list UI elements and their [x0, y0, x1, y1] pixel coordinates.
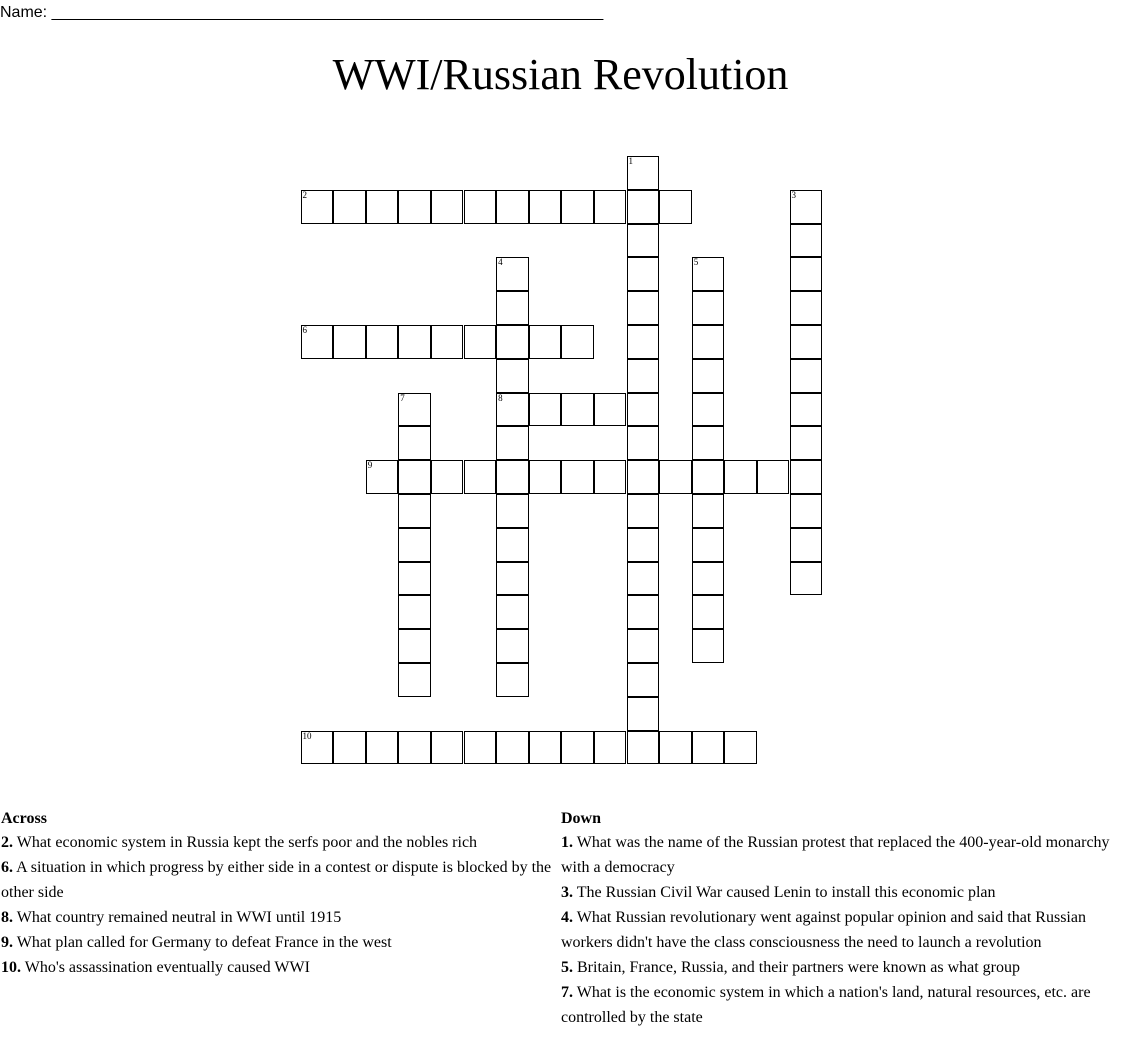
grid-cell[interactable]	[790, 325, 823, 359]
grid-cell[interactable]	[529, 190, 562, 224]
grid-cell[interactable]	[333, 731, 366, 765]
grid-cell[interactable]	[594, 460, 627, 494]
grid-cell[interactable]	[398, 663, 431, 697]
clue-down-4: 4. What Russian revolutionary went against popular opinion and said that Russian workers didn't have the class consciousness the need to launch a revolution	[561, 909, 1086, 951]
grid-cell[interactable]	[366, 460, 399, 494]
clue-down-1: 1. What was the name of the Russian protest that replaced the 400-year-old monarchy with a democracy	[561, 834, 1110, 876]
grid-cell[interactable]	[659, 731, 692, 765]
cell-number: 1	[628, 156, 633, 166]
grid-cell[interactable]	[790, 224, 823, 258]
grid-cell[interactable]	[464, 460, 497, 494]
grid-cell[interactable]	[790, 257, 823, 291]
grid-cell[interactable]	[790, 291, 823, 325]
grid-cell[interactable]	[790, 562, 823, 596]
grid-cell[interactable]	[496, 460, 529, 494]
grid-cell[interactable]	[496, 359, 529, 393]
grid-cell[interactable]	[627, 697, 660, 731]
grid-cell[interactable]	[561, 460, 594, 494]
cell-number: 9	[367, 460, 373, 471]
grid-cell[interactable]	[561, 731, 594, 765]
cell-number: 5	[693, 257, 699, 268]
cell-number: 3	[791, 189, 796, 200]
grid-cell[interactable]	[692, 460, 725, 494]
grid-cell[interactable]	[529, 731, 562, 765]
clue-across-10: 10. Who's assassination eventually caused WWI	[1, 959, 310, 976]
grid-cell[interactable]	[627, 528, 660, 562]
grid-cell[interactable]	[790, 426, 823, 460]
grid-cell[interactable]	[627, 359, 660, 393]
cell-number: 2	[302, 189, 307, 200]
down-clues	[561, 808, 1119, 1030]
grid-cell[interactable]	[692, 325, 725, 359]
cell-number: 7	[400, 392, 405, 403]
grid-cell[interactable]	[398, 629, 431, 663]
grid-cell[interactable]	[627, 595, 660, 629]
grid-cell[interactable]	[366, 325, 399, 359]
grid-cell[interactable]	[627, 325, 660, 359]
grid-cell[interactable]	[398, 595, 431, 629]
grid-cell[interactable]	[692, 562, 725, 596]
page-title: WWI/Russian Revolution	[332, 50, 789, 99]
grid-cell[interactable]	[627, 731, 660, 765]
grid-cell[interactable]	[692, 426, 725, 460]
grid-cell[interactable]	[398, 460, 431, 494]
cell-number: 10	[302, 730, 312, 741]
grid-cell[interactable]	[561, 190, 594, 224]
grid-cell[interactable]	[692, 629, 725, 663]
grid-cell[interactable]	[692, 731, 725, 765]
clue-across-6: 6. A situation in which progress by either side in a contest or dispute is blocked by the other side	[1, 859, 552, 901]
grid-cell[interactable]	[398, 393, 431, 427]
grid-cell[interactable]	[301, 325, 334, 359]
grid-cell[interactable]	[790, 393, 823, 427]
cell-number: 4	[498, 257, 503, 268]
across-clues	[1, 808, 559, 980]
grid-cell[interactable]	[692, 257, 725, 291]
grid-cell[interactable]	[692, 359, 725, 393]
grid-cell[interactable]	[561, 393, 594, 427]
grid-cell[interactable]	[529, 393, 562, 427]
grid-cell[interactable]	[431, 325, 464, 359]
grid-cell[interactable]	[496, 190, 529, 224]
grid-cell[interactable]	[398, 325, 431, 359]
grid-cell[interactable]	[496, 291, 529, 325]
grid-cell[interactable]	[496, 494, 529, 528]
grid-cell[interactable]	[627, 393, 660, 427]
grid-cell[interactable]	[692, 393, 725, 427]
grid-cell[interactable]	[627, 156, 660, 190]
grid-cell[interactable]	[464, 731, 497, 765]
grid-cell[interactable]	[627, 460, 660, 494]
grid-cell[interactable]	[333, 325, 366, 359]
grid-cell[interactable]	[790, 528, 823, 562]
grid-cell[interactable]	[627, 291, 660, 325]
grid-cell[interactable]	[790, 494, 823, 528]
grid-cell[interactable]	[724, 460, 757, 494]
grid-cell[interactable]	[627, 629, 660, 663]
grid-cell[interactable]	[627, 562, 660, 596]
grid-cell[interactable]	[692, 494, 725, 528]
grid-cell[interactable]	[627, 426, 660, 460]
grid-cell[interactable]	[398, 426, 431, 460]
grid-cell[interactable]	[366, 190, 399, 224]
grid-cell[interactable]	[496, 426, 529, 460]
grid-cell[interactable]	[464, 190, 497, 224]
grid-cell[interactable]	[594, 190, 627, 224]
clue-down-3: 3. The Russian Civil War caused Lenin to install this economic plan	[561, 884, 996, 901]
grid-cell[interactable]	[398, 528, 431, 562]
grid-cell[interactable]	[431, 731, 464, 765]
grid-cell[interactable]	[627, 494, 660, 528]
grid-cell[interactable]	[627, 190, 660, 224]
clue-down-7: 7. What is the economic system in which a nation's land, natural resources, etc. are controlled by the state	[561, 984, 1091, 1026]
grid-cell[interactable]	[333, 190, 366, 224]
name-blank[interactable]: ______________________________________________________________	[51, 4, 604, 21]
grid-cell[interactable]	[692, 528, 725, 562]
grid-cell[interactable]	[757, 460, 790, 494]
grid-cell[interactable]	[594, 731, 627, 765]
grid-cell[interactable]	[627, 224, 660, 258]
grid-cell[interactable]	[398, 494, 431, 528]
across-heading: Across	[1, 810, 47, 827]
clue-across-8: 8. What country remained neutral in WWI until 1915	[1, 909, 342, 926]
grid-cell[interactable]	[496, 393, 529, 427]
grid-cell[interactable]	[496, 731, 529, 765]
grid-cell[interactable]	[496, 562, 529, 596]
grid-cell[interactable]	[398, 562, 431, 596]
grid-cell[interactable]	[790, 359, 823, 393]
grid-cell[interactable]	[496, 629, 529, 663]
grid-cell[interactable]	[366, 731, 399, 765]
grid-cell[interactable]	[496, 528, 529, 562]
grid-cell[interactable]	[496, 257, 529, 291]
grid-cell[interactable]	[692, 595, 725, 629]
grid-cell[interactable]	[301, 731, 334, 765]
grid-cell[interactable]	[496, 595, 529, 629]
grid-cell[interactable]	[790, 460, 823, 494]
grid-cell[interactable]	[431, 460, 464, 494]
grid-cell[interactable]	[301, 190, 334, 224]
grid-cell[interactable]	[659, 190, 692, 224]
grid-cell[interactable]	[464, 325, 497, 359]
grid-cell[interactable]	[627, 257, 660, 291]
grid-cell[interactable]	[398, 190, 431, 224]
grid-cell[interactable]	[496, 325, 529, 359]
name-label: Name:	[0, 4, 48, 21]
grid-cell[interactable]	[496, 663, 529, 697]
grid-cell[interactable]	[659, 460, 692, 494]
clue-down-5: 5. Britain, France, Russia, and their partners were known as what group	[561, 959, 1020, 976]
grid-cell[interactable]	[790, 190, 823, 224]
clue-across-2: 2. What economic system in Russia kept the serfs poor and the nobles rich	[1, 834, 478, 851]
cell-number: 6	[302, 325, 307, 335]
down-heading: Down	[561, 810, 602, 827]
grid-cell[interactable]	[594, 393, 627, 427]
grid-cell[interactable]	[692, 291, 725, 325]
grid-cell[interactable]	[529, 325, 562, 359]
grid-cell[interactable]	[398, 731, 431, 765]
grid-cell[interactable]	[529, 460, 562, 494]
clue-across-9: 9. What plan called for Germany to defeat France in the west	[1, 934, 392, 951]
grid-cell[interactable]	[627, 663, 660, 697]
grid-cell[interactable]	[431, 190, 464, 224]
grid-cell[interactable]	[561, 325, 594, 359]
grid-cell[interactable]	[724, 731, 757, 765]
cell-number: 8	[498, 392, 503, 403]
